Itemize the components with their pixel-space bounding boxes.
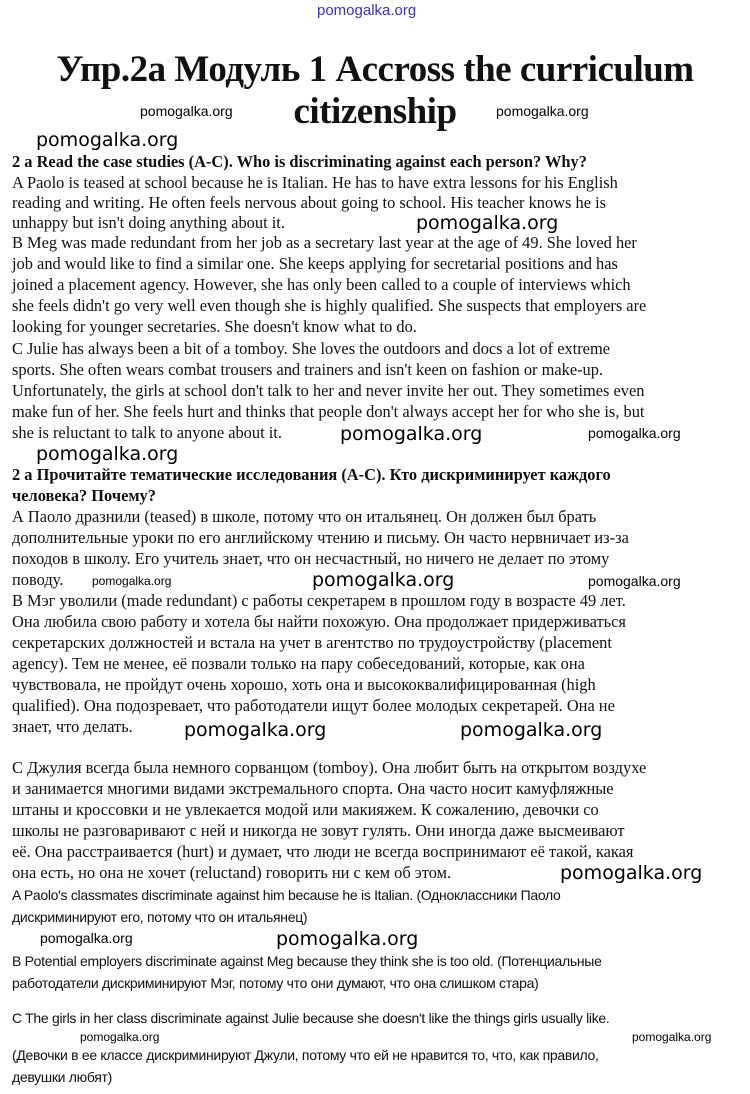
watermark: pomogalka.org (496, 103, 589, 119)
text-line: Она любила свою работу и хотела бы найти похожую. Она продолжает придерживаться (12, 612, 626, 631)
text-line: unhappy but isn't doing anything about it. (12, 213, 285, 232)
watermark: pomogalka.org (276, 928, 419, 950)
watermark-top: pomogalka.org (317, 2, 417, 19)
text-line: дополнительные уроки по его английскому чтению и письму. Он часто нервничает из-за (12, 528, 629, 547)
text-line: B Meg was made redundant from her job as a secretary last year at the age of 49. She loved her (12, 233, 637, 252)
text-line: A Paolo is teased at school because he is Italian. He has to have extra lessons for his English (12, 173, 618, 192)
answer-line: C The girls in her class discriminate against Julie because she doesn't like the things girls usually like. (12, 1010, 610, 1026)
page-title-line2: citizenship (293, 91, 457, 132)
russian-heading: 2 а Прочитайте тематические исследования (A-C). Кто дискриминирует каждого (12, 465, 611, 484)
russian-heading: человека? Почему? (12, 486, 156, 505)
answer-line: (Девочки в ее классе дискриминируют Джули, потому что ей не нравится то, что, как правило, (12, 1047, 599, 1063)
text-line: make fun of her. She feels hurt and thinks that people don't always accept her for who she is, but (12, 402, 645, 421)
text-line: agency). Тем не менее, её позвали только на пару собеседований, которые, как она (12, 654, 585, 673)
answer-line: B Potential employers discriminate against Meg because they think she is too old. (Потенциальные (12, 953, 602, 969)
answer-line: дискриминируют его, потому что он итальянец) (12, 909, 308, 925)
watermark: pomogalka.org (416, 212, 559, 234)
text-line: looking for younger secretaries. She doesn't know what to do. (12, 317, 417, 336)
text-line: job and would like to find a similar one. She keeps applying for secretarial positions and has (12, 254, 618, 273)
text-line: qualified). Она подозревает, что работодатели ищут более молодых секретарей. Она не (12, 696, 615, 715)
text-line: штаны и кроссовки и не увлекается модой или макияжем. К сожалению, девочки со (12, 800, 599, 819)
watermark: pomogalka.org (340, 423, 483, 445)
text-line: секретарских должностей и встала на учет в агентство по трудоустройству (placement (12, 633, 612, 652)
watermark: pomogalka.org (80, 1030, 160, 1044)
text-line: чувствовала, не пройдут очень хорошо, хоть она и высококвалифицированная (high (12, 675, 596, 694)
text-line: походов в школу. Его учитель знает, что он несчастный, но ничего не делает по этому (12, 549, 610, 568)
text-line: А Паоло дразнили (teased) в школе, потому что он итальянец. Он должен был брать (12, 507, 597, 526)
text-line: she is reluctant to talk to anyone about it. (12, 423, 282, 442)
watermark: pomogalka.org (40, 930, 133, 946)
watermark: pomogalka.org (184, 719, 327, 741)
text-line: Unfortunately, the girls at school don't talk to her and never invite her out. They sometimes even (12, 381, 645, 400)
text-line: she feels didn't go very well even though she is highly qualified. She suspects that employers are (12, 296, 647, 315)
answer-line: девушки любят) (12, 1069, 112, 1085)
watermark: pomogalka.org (588, 573, 681, 589)
text-line: sports. She often wears combat trousers and trainers and isn't keen on fashion or make-up. (12, 360, 604, 379)
text-line: её. Она расстраивается (hurt) и думает, что люди не всегда воспринимают её такой, какая (12, 842, 634, 861)
watermark: pomogalka.org (92, 574, 172, 588)
watermark: pomogalka.org (460, 719, 603, 741)
watermark: pomogalka.org (632, 1030, 712, 1044)
english-heading: 2 a Read the case studies (A-C). Who is discriminating against each person? Why? (12, 152, 587, 171)
watermark: pomogalka.org (36, 129, 179, 151)
watermark: pomogalka.org (312, 569, 455, 591)
watermark: pomogalka.org (36, 443, 179, 465)
text-line: она есть, но она не хочет (reluctand) говорить ни с кем об этом. (12, 863, 452, 882)
text-line: С Джулия всегда была немного сорванцом (tomboy). Она любит быть на открытом воздухе (12, 758, 647, 777)
text-line: и занимается многими видами экстремального спорта. Она часто носит камуфляжные (12, 779, 614, 798)
answer-line: работодатели дискриминируют Мэг, потому что они думают, что она слишком стара) (12, 975, 539, 991)
text-line: reading and writing. He often feels nervous about going to school. His teacher knows he is (12, 193, 607, 212)
text-line: C Julie has always been a bit of a tomboy. She loves the outdoors and docs a lot of extreme (12, 339, 610, 358)
watermark: pomogalka.org (588, 425, 681, 441)
text-line: joined a placement agency. However, she has only been called to a couple of interviews which (12, 275, 631, 294)
page-title-line1: Упр.2a Модуль 1 Accross the curriculum (56, 49, 694, 90)
watermark: pomogalka.org (140, 103, 233, 119)
answer-line: A Paolo's classmates discriminate against him because he is Italian. (Одноклассники Паоло (12, 887, 561, 903)
text-line: знает, что делать. (12, 717, 133, 736)
text-line: школы не разговаривают с ней и никогда не зовут гулять. Они иногда даже высмеивают (12, 821, 625, 840)
text-line: поводу. (12, 570, 64, 589)
text-line: В Мэг уволили (made redundant) с работы секретарем в прошлом году в возрасте 49 лет. (12, 591, 626, 610)
watermark: pomogalka.org (560, 862, 703, 884)
